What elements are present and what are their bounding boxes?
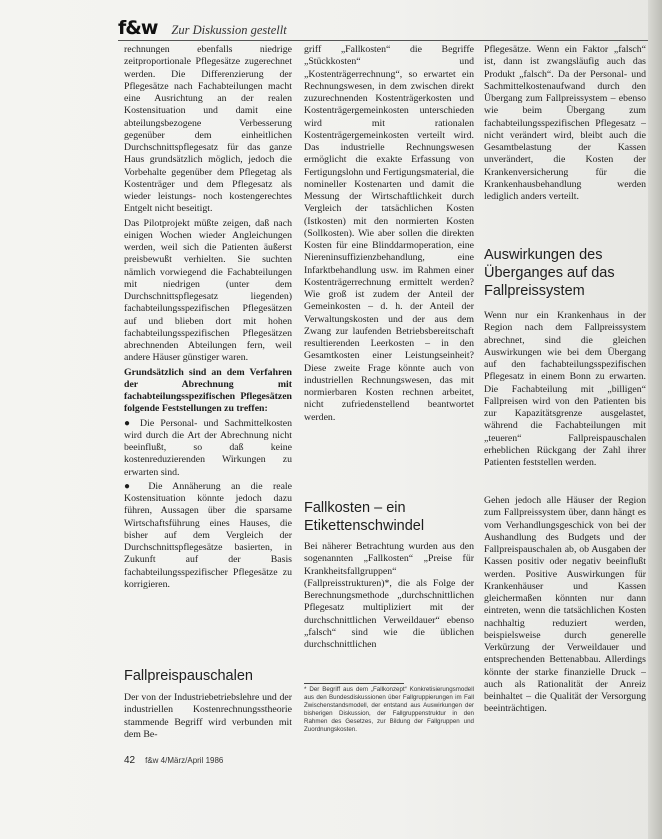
column-3-section-b [484, 310, 646, 488]
bullet-text: Die Annäherung an die reale Kostensituation könnte jedoch dazu führen, Aussagen über die sparsame Wirtschaftsführung eines Hauses, die bisher auf dem Vergleich der Durchschnittspflegesätze basierten, in Zukunft auf der Basis fachabteilungsspezifischer Pflegesätze zu korrigieren. [124, 480, 292, 590]
col1-bold-paragraph: Grundsätzlich sind an dem Verfahren der Abrechnung mit fachabteilungsspezifischen Pflegesätzen folgende Feststellungen zu treffen: [124, 366, 292, 415]
column-1-continued [124, 692, 292, 752]
section-label: Zur Diskussion gestellt [171, 22, 287, 37]
column-3-section-c [484, 495, 646, 790]
col1b-paragraph-1: Der von der Industriebetriebslehre und der industriellen Kostenrechnungsstheorie stammende Begriff wird verbunden mit dem Be- [124, 692, 292, 740]
page-header [118, 10, 648, 38]
bullet-icon: ● [124, 417, 134, 429]
heading-fallpreispauschalen: Fallpreispauschalen [124, 668, 253, 684]
bullet-item-2 [124, 481, 292, 591]
col1-paragraph-2: Das Pilotprojekt müßte zeigen, daß nach einigen Wochen wieder Angleichungen werden, weil sich die Patienten äußerst preisbewußt verhielten. Sie suchten nämlich vorwiegend die Fachabteilungen mit niedrigen (unter dem Durchschnittspflegesatz liegenden) fachabteilungsspezifischen Pflegesätzen auf und blieben dort mit hohen fachabteilungsspezifischen Pflegesätzen abrechnenden Abteilungen fern, weil andere Häuser günstiger waren. [124, 217, 292, 364]
bullet-icon: ● [124, 480, 138, 492]
magazine-logo: f&w [118, 17, 158, 39]
footnote: * Der Begriff aus dem „Fallkonzept“ Konkretisierungsmodell aus den Bundesdiskussionen über Fallgruppierungen im Fall Zwischenstandsmodell, der entstand aus Auswirkungen der bisherigen Diskussion, der Fallgruppenstruktur in den Rahmen des Gesetzes, zur Bildung der Fallgruppen und Zuordnungskosten. [304, 686, 474, 733]
col3b-paragraph-1: Wenn nur ein Krankenhaus in der Region nach dem Fallpreissystem abrechnet, sind die gleichen Auswirkungen wie bei dem Übergang auf den fachabteilungsspezifischen Pflegesatz in einem Bonn zu erwarten. Die Fachabteilung mit „billigen“ Fallpreisen wird von den Patienten bis zur Kapazitätsgrenze ausgelastet, während die Fachabteilungen mit „teueren“ Fallpreispauschalen erheblichen Rückgang der Zahl ihrer Patienten feststellen werden. [484, 310, 646, 468]
header-rule [118, 40, 648, 41]
col2b-paragraph-1: Bei näherer Betrachtung wurden aus den sogenannten „Fallkosten“ „Preise für Krankheitsfallgruppen“ (Fallpreisstrukturen)*, die als Folge der Berechnungsmethode „durchschnittlichen Pflegesatz multipliziert mit der durchschnittlichen Verweildauer“ ebenso „falsch“ sind wie die üblichen durchschnittlichen [304, 541, 474, 650]
footnote-rule [304, 683, 404, 684]
col2-paragraph-1: griff „Fallkosten“ die Begriffe „Stückkosten“ und „Kostenträgerrechnung“, so erwartet ein Rechnungswesen, in dem zwischen direkt zuzurechnenden Kostenträgerkosten und Kostenträgergemeinkosten unterschieden wird mit rationalen Kostenträgergemeinkosten verteilt wird. Das industrielle Rechnungswesen ermöglicht die exakte Erfassung von Fertigungslohn und Fertigungsmaterial, die nomineller Kostenarten und damit die Messung der Wirtschaftlichkeit durch Vergleich der tatsächlichen Kosten (Istkosten) mit den normierten Kosten (Sollkosten). Wie aber sollen die direkten Kosten für eine Blinddarmoperation, eine Niereninsuffizienzbehandlung, eine Infarktbehandlung usw. im Rahmen einer Kostenträgerrechnung ermittelt werden? Wie groß ist zudem der Anteil der Gemeinkosten – d. h. der Anteil der Verwaltungskosten und der aus dem Zwang zur laufenden Betriebsbereitschaft resultierenden Leerkosten – in den Gesamtkosten einer Leistungseinheit? Diese zweite Frage könnte auch von industriellen Rechnungswesen, das mit normierbaren Kosten rechnen arbeitet, nicht zufriedenstellend beantwortet werden. [304, 44, 474, 423]
page-spine [648, 0, 662, 839]
page-footer [124, 754, 292, 766]
col3c-paragraph-1: Gehen jedoch alle Häuser der Region zum Fallpreissystem über, dann hängt es vom Verhandlungsgeschick von bei der Aushandlung des Budgets und der Fallpreispauschalen ab, ob Ausgaben der Kassen positiv oder negativ beeinflußt werden. Positive Auswirkungen für Krankenhäuser und Kassen gleichermaßen könnten nur dann eintreten, wenn die tatsächlichen Kosten nachhaltig reduziert werden, beispielsweise durch generelle Verkürzung der Verweildauer und entsprechenden Bettenabbau. Allerdings könnte der starke finanzielle Druck – auch als Rationalität der Anreiz beinhaltet – die Qualität der Versorgung beeinträchtigen. [484, 495, 646, 715]
column-2 [304, 44, 474, 480]
bullet-item-1 [124, 418, 292, 479]
column-1 [124, 44, 292, 634]
heading-fallkosten: Fallkosten – ein Etikettenschwindel [304, 500, 425, 534]
page-number: 42 [124, 754, 136, 766]
issue-label: f&w 4/März/April 1986 [145, 755, 224, 765]
col3-paragraph-1: Pflegesätze. Wenn ein Faktor „falsch“ ist, dann ist zwangsläufig auch das Produkt „falsch“. Da der Personal- und Sachmittelkostenaufwand durch den Übergang zum Fallpreissystem – ebenso wie beim Übergang zum fachabteilungsspezifischen Pflegesatz – nicht verändert wird, bleibt auch die Gesamtbelastung der Kassen unverändert, die Kosten der Krankenversicherung für die Krankenhausbehandlung werden lediglich anders verteilt. [484, 44, 646, 202]
column-3 [484, 44, 646, 220]
col1-paragraph-1: rechnungen ebenfalls niedrige zeitproportionale Pflegesätze zugerechnet werden. Die Differenzierung der Pflegesätze nach Fachabteilungen macht eine Ausrichtung an der realen Kostensituation und damit eine abteilungsbezogene Verbesserung gegenüber dem einheitlichen Durchschnittspflegesatz für das ganze Haus grundsätzlich möglich, jedoch die Vorbehalte gegenüber dem Pflegetag als Kostenträger und dem Pflegesatz als wieder leistungs- noch kostengerechtes Entgelt nicht beseitigt. [124, 44, 292, 215]
column-2-continued [304, 541, 474, 671]
heading-auswirkungen: Auswirkungen des Überganges auf das Fallpreissystem [484, 247, 615, 299]
bullet-text: Die Personal- und Sachmittelkosten wird durch die Art der Abrechnung nicht beeinflußt, so daß keine kostenreduzierenden Wirkungen zu erwarten sind. [124, 417, 292, 478]
